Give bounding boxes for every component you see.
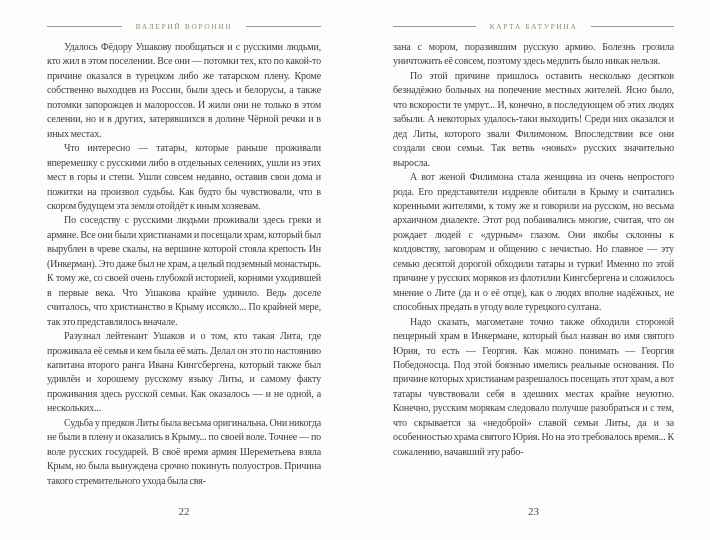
running-header-book-title: КАРТА БАТУРИНА <box>489 21 578 31</box>
body-paragraph: А вот женой Филимона стала женщина из очень непростого рода. Его представители издревле обитали в Крыму и считались коренными жителями, к тому же и говорили на русском, но весьма архаичном диалекте. Этот род побаивались многие, считая, что он рождает людей с «дурным» глазом. Они якобы склонны к колдовству, заговорам и общению с нечистью. Но главное — эту семью десятой дорогой обходили татары и турки! Именно по этой причине у русских моряков из флотилии Кингсбергена и сложилось мнение о Лите (да и о её отце), как о людях вполне надёжных, не способных предать в угоду воле турецкого султана. <box>393 172 674 314</box>
running-header <box>47 20 321 32</box>
header-rule-right <box>246 26 321 27</box>
page-body-text <box>393 41 674 503</box>
page-number-left: 22 <box>178 506 190 518</box>
running-header <box>393 20 674 32</box>
body-paragraph-continuation: зана с мором, поразившим русскую армию. Болезнь грозила уничтожить её совсем, поэтому здесь медлить было никак нельзя. <box>393 42 674 68</box>
header-rule-left <box>393 26 476 27</box>
header-rule-right <box>591 26 674 27</box>
body-paragraph: Удалось Фёдору Ушакову пообщаться и с русскими людьми, кто жил в этом поселении. Все они — потомки тех, кто по какой-то причине оказался в турецком либо же татарском плену. Кроме собственно выходцев из России, были здесь и белорусы, а также потомки запорожцев и малороссов. И жили они не только в этом селении, но и в других, затерявшихся в долине Чёрной речки и в иных местах. <box>47 42 321 140</box>
body-paragraph: По соседству с русскими людьми проживали здесь греки и армяне. Все они были христианами и посещали храм, который был вырублен в чреве скалы, на вершине которой стояла крепость Ин (Инкерман). Это даже был не храм, а целый подземный монастырь. К тому же, со своей очень глубокой историей, корнями уходившей в первые века. Что Ушакова крайне удивило. Ведь доселе считалось, что христианство в Крыму иссякло... По крайней мере, так это представлялось вначале. <box>47 215 321 328</box>
header-rule-left <box>47 26 122 27</box>
page-number-right: 23 <box>528 506 539 518</box>
body-paragraph: Что интересно — татары, которые раньше проживали вперемешку с русскими либо в отдельных селениях, ушли из этих мест в горы и степи. Ушли совсем недавно, оставив свои дома и пожитки на произвол судьбы. Как будто бы чувствовали, что в скором будущем эта земля отойдёт к иным хозяевам. <box>47 143 321 212</box>
body-paragraph: Надо сказать, магометане точно также обходили стороной пещерный храм в Инкермане, который был назван во имя святого Юрия, то есть — Георгия. Как можно понимать — Георгия Победоносца. Под этой боязнью имелись реальные основания. По причине которых христианам разрешалось посещать этот храм, а вот татары чувствовали себя в здешних местах крайне неуютно. Конечно, русским морякам следовало получше разобраться и с тем, что скрывается за «недоброй» славой семьи Литы, да и за особенностью храма святого Юрия. Но на это требовалось время... К сожалению, начавший эту рабо- <box>393 316 674 458</box>
body-paragraph: Разузнал лейтенант Ушаков и о том, кто такая Лита, где проживала её семья и кем была её мать. Делал он это по настоянию капитана второго ранга Ивана Кингсбергена, который также был удивлён и хорошему русскому языку Литы, и самому факту проживания здесь русской семьи. Как оказалось — и не одной, а нескольких... <box>47 331 321 415</box>
page-body-text <box>47 41 321 503</box>
body-paragraph: По этой причине пришлось оставить несколько десятков безнадёжно больных на попечение местных жителей. Ясно было, что вскорости те умрут... И, конечно, в последующем об этих людях забыли. А некоторых удалось-таки выходить! Среди них оказался и дед Литы, которого звали Филимоном. Впоследствии все они создали свои семьи. Так ветвь «новых» русских значительно выросла. <box>393 70 674 169</box>
page-right <box>355 0 710 540</box>
body-paragraph: Судьба у предков Литы была весьма оригинальна. Они никогда не были в плену и оказались в Крыму... по своей воле. Точнее — по воле русских государей. В своё время армия Шереметьева взяла Крым, но была вынуждена срочно покинуть полуостров. Причина такого стремительного ухода была свя- <box>47 417 321 487</box>
running-header-author: ВАЛЕРИЙ ВОРОНИН <box>135 21 233 31</box>
